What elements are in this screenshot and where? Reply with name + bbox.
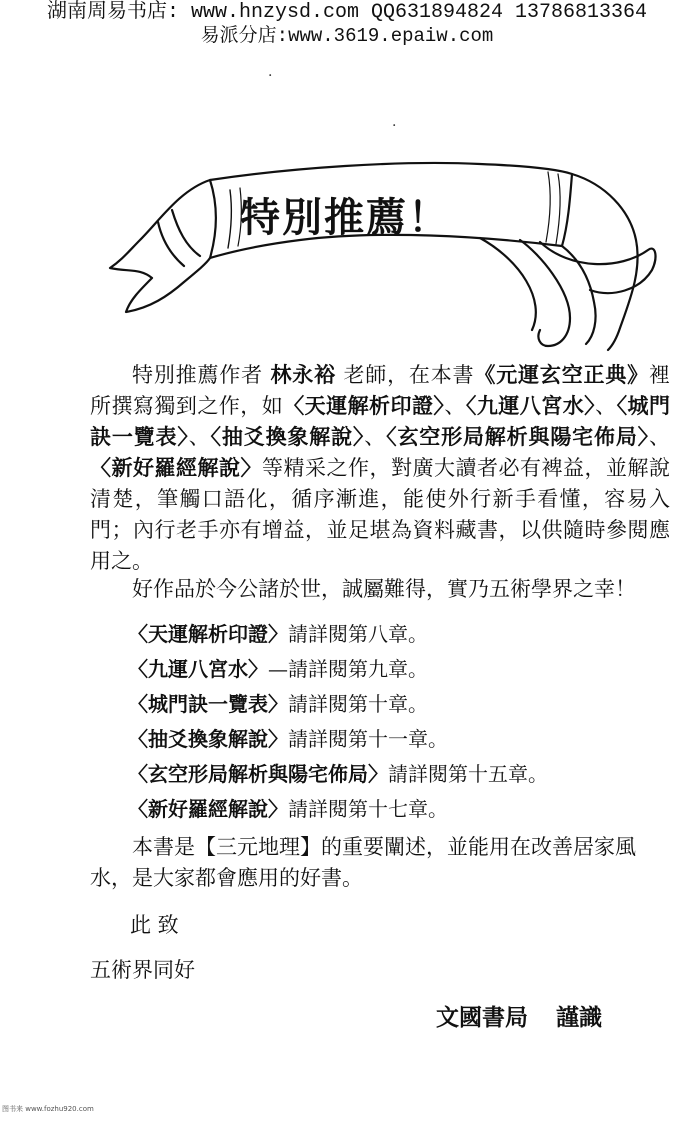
list-item: 〈天運解析印證〉請詳閱第八章。 xyxy=(128,622,428,646)
scan-speck: · xyxy=(268,68,273,84)
closing-recipient: 五術界同好 xyxy=(90,958,195,982)
book-title: 《元運玄空正典》 xyxy=(474,363,649,387)
scan-speck: · xyxy=(392,118,397,134)
banner-title: 特別推薦！ xyxy=(240,195,450,241)
summary-paragraph: 本書是【三元地理】的重要闡述，並能用在改善居家風水，是大家都會應用的好書。 xyxy=(90,835,636,890)
ribbon-banner-icon xyxy=(100,150,660,360)
recommendation-paragraph: 特別推薦作者 林永裕 老師，在本書《元運玄空正典》裡所撰寫獨到之作，如〈天運解析印證〉、〈九運八宮水〉、〈城門訣一覽表〉、〈抽爻換象解說〉、〈玄空形局解析與陽宅佈局〉、〈新好羅經解說〉等精采之作，對廣大讀者必有裨益，並解說清楚，筆觸口語化，循序漸進，能使外行新手看懂，容易入門；內行老手亦有增益，並足堪為資料藏書，以供隨時參閱應用之。 xyxy=(90,363,671,573)
signature xyxy=(436,999,602,1032)
author-name: 林永裕 xyxy=(270,363,336,387)
praise-paragraph: 好作品於今公諸於世，誠屬難得，實乃五術學界之幸！ xyxy=(132,577,636,601)
list-item: 〈抽爻換象解說〉請詳閱第十一章。 xyxy=(128,727,448,751)
list-item: 〈城門訣一覽表〉請詳閱第十章。 xyxy=(128,692,428,716)
footer-watermark: 图书来 www.fozhu920.com xyxy=(2,1105,94,1113)
list-item: 〈玄空形局解析與陽宅佈局〉請詳閱第十五章。 xyxy=(128,762,548,786)
list-item: 〈新好羅經解說〉請詳閱第十七章。 xyxy=(128,797,448,821)
header-branch-line: 易派分店:www.3619.epaiw.com xyxy=(200,25,494,47)
header-store-line: 湖南周易书店: www.hnzysd.com QQ631894824 13786813364 xyxy=(46,1,648,24)
publisher-name: 文國書局 xyxy=(436,1005,528,1031)
list-item: 〈九運八宮水〉—請詳閱第九章。 xyxy=(128,657,428,681)
signature-note: 謹識 xyxy=(556,1005,602,1031)
chapter-reference-list xyxy=(128,617,668,827)
closing-salutation: 此 致 xyxy=(130,913,179,937)
